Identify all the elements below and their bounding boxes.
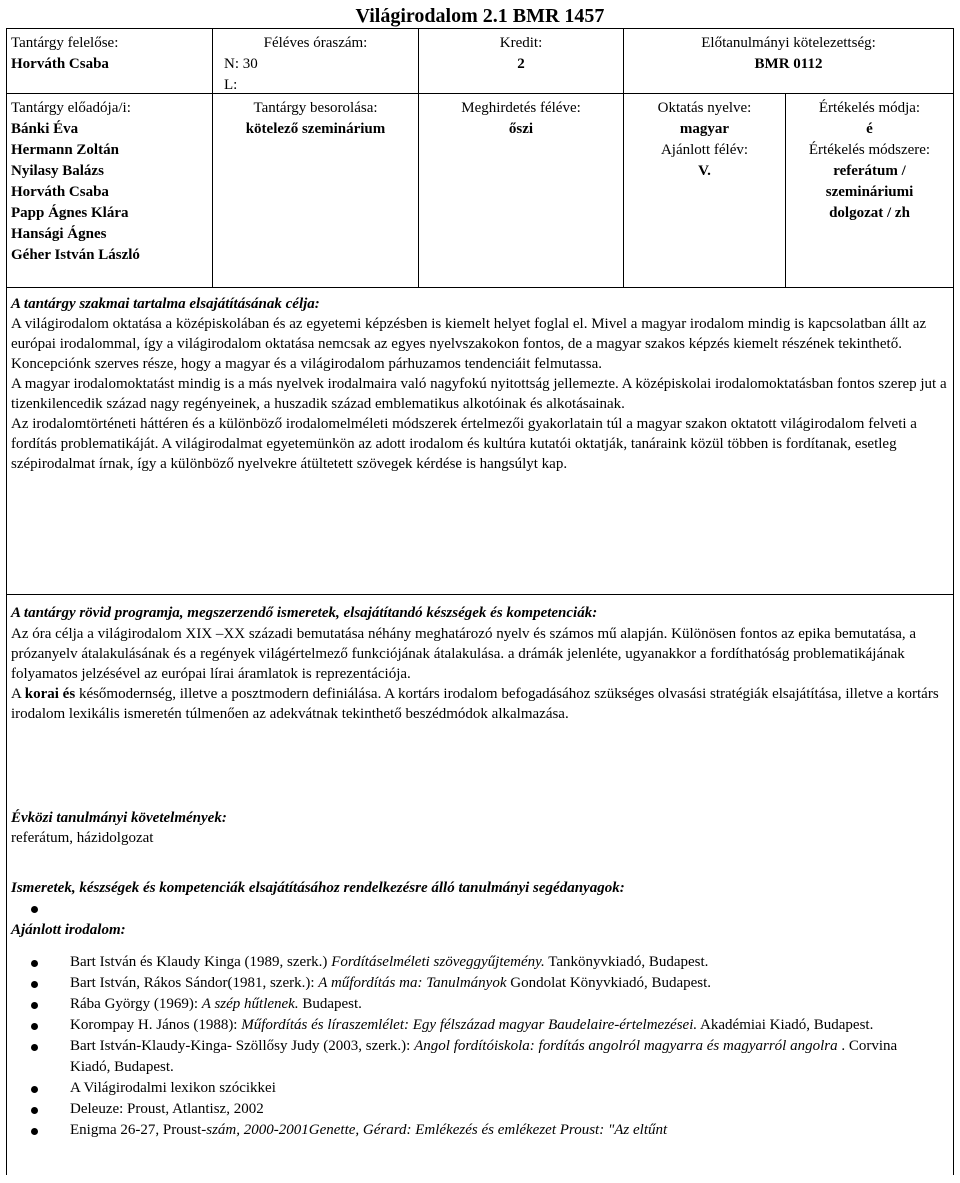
evkozi-heading: Évközi tanulmányi követelmények: (11, 810, 227, 826)
oraszam-cell (213, 33, 418, 96)
oraszam-l: L: (224, 77, 238, 93)
empty-bullet (11, 898, 953, 920)
list-item: Rába György (1969): A szép hűtlenek. Budapest. (0, 994, 953, 1015)
eloado-name: Géher István László (11, 247, 140, 263)
table-border-right (953, 28, 954, 1175)
program-section (11, 603, 953, 724)
cel-paragraph: A magyar irodalomoktatást mindig is a más nyelvek irodalmaira való nagyfokú nyitottság jellemezte. A középiskolai irodalomoktatásban fontos szerep jut a tizenkilencedik század nagy regényeinek, a huszadik század emblematikus alkotóinak és alkotásainak. (11, 376, 947, 412)
eloado-name: Hermann Zoltán (11, 142, 119, 158)
eloado-cell (11, 98, 209, 266)
felelos-cell (11, 33, 209, 75)
irodalom-list-wrap (0, 952, 953, 1141)
oraszam-label: Féléves óraszám: (263, 35, 368, 51)
ajanlott-value: V. (698, 163, 711, 179)
table-border-top (6, 28, 954, 29)
irodalom-heading: Ajánlott irodalom: (11, 922, 126, 938)
modszer-value: referátum / szemináriumi dolgozat / zh (825, 163, 914, 221)
cel-section (11, 294, 953, 474)
eloado-name: Horváth Csaba (11, 184, 109, 200)
program-heading: A tantárgy rövid programja, megszerzendő ismeretek, elsajátítandó készségek és kompetenciák: (11, 605, 598, 621)
list-item: Deleuze: Proust, Atlantisz, 2002 (0, 1099, 953, 1120)
evkozi-text: referátum, házidolgozat (11, 830, 154, 846)
section-divider-1 (6, 594, 954, 595)
oraszam-n: N: 30 (224, 56, 258, 72)
document-title: Világirodalom 2.1 BMR 1457 (355, 5, 605, 27)
segedanyag-section (11, 878, 953, 940)
felelos-name: Horváth Csaba (11, 56, 109, 72)
meghirdetes-label: Meghirdetés féléve: (461, 100, 581, 116)
program-text: későmodernség, illetve a posztmodern definiálása. A kortárs irodalom befogadásához szükséges olvasási stratégiák elsajátítása, illetve a kortárs irodalom lexikális ismeretén túlmenően az adekvátnak tekinthető beszédmódok alkalmazása. (11, 686, 939, 722)
felelos-label: Tantárgy felelőse: (11, 35, 119, 51)
besorolas-label: Tantárgy besorolása: (253, 100, 378, 116)
program-paragraph: Az óra célja a világirodalom XIX –XX századi bemutatása néhány meghatározó nyelv és számos mű alapján. Különösen fontos az epika bemutatása, a prózanyelv átalakulásának és a regények világértelmező funkciójának átalakulása. a drámák jelenléte, ugyanakkor a fordíthatóság problematikájának folyamatos jelzésével az európai lírai áramlatok is reprezentációja. (11, 626, 917, 682)
list-item: Bart István, Rákos Sándor(1981, szerk.): A műfordítás ma: Tanulmányok Gondolat Könyvkiadó, Budapest. (0, 973, 953, 994)
elotan-cell (624, 33, 953, 75)
nyelv-cell (624, 98, 785, 182)
irodalom-list (0, 952, 953, 1141)
cel-paragraph: Az irodalomtörténeti háttéren és a különböző irodalomelméleti módszerek értelmezői gyakorlatain túl a magyar szakon oktatott világirodalom felveti a fordítás problematikáját. A világirodalmat egyetemünkön az adott irodalom és kultúra kutatói oktatják, tanáraink közül többen is fordítanak, esetleg szépirodalmat írnak, így a különböző nyelvekre átültetett szövegek kérdése is hangsúlyt kap. (11, 416, 917, 472)
header-row-divider (6, 93, 954, 94)
besorolas-value: kötelező szeminárium (245, 121, 386, 137)
eloado-name: Hansági Ágnes (11, 226, 107, 242)
elotan-label: Előtanulmányi kötelezettség: (701, 35, 876, 51)
meghirdetes-value: őszi (508, 121, 534, 137)
cel-paragraph: A világirodalom oktatása a középiskolában és az egyetemi képzésben is kiemelt helyet foglal el. Mivel a magyar irodalom mindig is kapcsolatban állt az európai irodalommal, így a világirodalom oktatása nemcsak az egyes nyelvszakokon fontos, de a magyar szakos képzés kiemelt részének tekinthető. Koncepciónk szerves része, hogy a magyar és a világirodalom párhuzamos tendenciáit felmutassa. (11, 316, 927, 372)
list-item: Bart István és Klaudy Kinga (1989, szerk.) Fordításelméleti szöveggyűjtemény. Tankönyvkiadó, Budapest. (0, 952, 953, 973)
program-text: A (11, 686, 25, 702)
elotan-value: BMR 0112 (754, 56, 823, 72)
eloado-name: Papp Ágnes Klára (11, 205, 129, 221)
kredit-value: 2 (517, 56, 525, 72)
meghirdetes-cell (419, 98, 623, 140)
kredit-label: Kredit: (499, 35, 543, 51)
list-item: Bart István-Klaudy-Kinga- Szöllősy Judy (2003, szerk.): Angol fordítóiskola: fordítás angolról magyarra és magyarról angolra . Corvina Kiadó, Budapest. (0, 1036, 953, 1078)
program-paragraph (11, 684, 953, 724)
header-bottom-divider (6, 287, 954, 288)
nyelv-value: magyar (679, 121, 730, 137)
segedanyag-heading: Ismeretek, készségek és kompetenciák elsajátításához rendelkezésre álló tanulmányi segédanyagok: (11, 880, 625, 896)
list-item: A Világirodalmi lexikon szócikkei (0, 1078, 953, 1099)
ertekeles-value: é (866, 121, 873, 137)
list-item: Korompay H. János (1988): Műfordítás és líraszemlélet: Egy félszázad magyar Baudelaire-értelmezései. Akadémiai Kiadó, Budapest. (0, 1015, 953, 1036)
ertekeles-cell (786, 98, 953, 224)
cel-heading: A tantárgy szakmai tartalma elsajátításának célja: (11, 296, 320, 312)
list-item: Enigma 26-27, Proust-szám, 2000-2001Genette, Gérard: Emlékezés és emlékezet Proust: "Az eltűnt (0, 1120, 953, 1141)
eloado-name: Nyilasy Balázs (11, 163, 104, 179)
evkozi-section (11, 808, 953, 848)
bullet-dot-icon (31, 906, 38, 913)
eloado-label: Tantárgy előadója/i: (11, 100, 131, 116)
ajanlott-label: Ajánlott félév: (660, 142, 749, 158)
eloado-name: Bánki Éva (11, 121, 79, 137)
modszer-label: Értékelés módszere: (808, 142, 931, 158)
program-text-bold: korai és (24, 686, 76, 702)
ertekeles-label: Értékelés módja: (818, 100, 921, 116)
besorolas-cell (213, 98, 418, 140)
nyelv-label: Oktatás nyelve: (657, 100, 752, 116)
kredit-cell (419, 33, 623, 75)
